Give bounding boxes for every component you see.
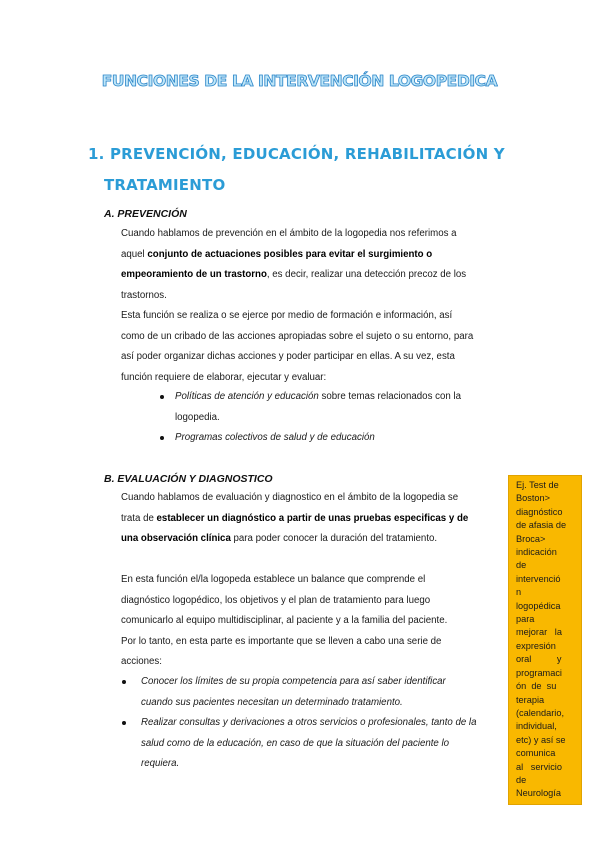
note-line: Neurología (516, 788, 561, 799)
note-line: terapia (516, 694, 545, 705)
text-span: , es decir, realizar una detección precoz de los (266, 269, 467, 281)
bullet-icon (122, 680, 126, 684)
note-line: n (516, 587, 522, 598)
note-line: de (516, 560, 527, 571)
text-line: así poder organizar dichas acciones y poder participar en ellas. A su vez, esta (121, 351, 455, 363)
text-line: Conocer los límites de su propia competencia para así saber identificar (141, 676, 446, 687)
note-line: al servicio (516, 761, 562, 772)
text-line: Realizar consultas y derivaciones a otros servicios o profesionales, tanto de la (141, 717, 477, 728)
text-line (121, 529, 468, 550)
bullet-item-conocer-limites (141, 672, 446, 713)
text-line: acciones: (121, 656, 162, 668)
note-line: mejorar la (516, 627, 562, 638)
text-line: En esta función el/la logopeda establece un balance que comprende el (121, 574, 426, 585)
text-span: para poder conocer la duración del tratamiento. (230, 533, 438, 545)
text-line (121, 509, 468, 530)
note-line: etc) y así se (516, 734, 566, 745)
text-line: función requiere de elaborar, ejecutar y evaluar: (121, 371, 327, 383)
text-line: Cuando hablamos de prevención en el ámbito de la logopedia nos referimos a (121, 228, 457, 239)
note-line: programaci (516, 667, 562, 678)
bold-text: empeoramiento de un trastorno (121, 269, 267, 281)
paragraph-prevencion-1 (121, 224, 466, 306)
note-line: expresión (516, 640, 556, 651)
note-line: indicación (516, 547, 557, 558)
text-line: Cuando hablamos de evaluación y diagnostico en el ámbito de la logopedia se (121, 492, 459, 503)
note-line: individual, (516, 721, 557, 732)
bullet-icon (160, 395, 164, 399)
note-line: de (516, 774, 527, 785)
side-note-box (508, 475, 582, 805)
bold-text: establecer un diagnóstico a partir de unas pruebas especificas y de (156, 512, 469, 524)
text-line: trastornos. (121, 289, 167, 301)
note-line: ón de su (516, 681, 557, 692)
text-line: Por lo tanto, en esta parte es importante que se lleven a cabo una serie de (121, 635, 442, 647)
text-span: trata de (121, 512, 157, 524)
note-line: de afasia de (516, 520, 567, 531)
note-line: intervenció (516, 573, 561, 584)
text-line: logopedia. (175, 411, 220, 423)
note-line: Boston> (516, 493, 550, 504)
paragraph-evaluacion-2 (121, 570, 447, 673)
document-title: FUNCIONES DE LA INTERVENCIÓN LOGOPEDICA (101, 72, 498, 90)
section-heading-line-1: 1. PREVENCIÓN, EDUCACIÓN, REHABILITACIÓN Y (88, 145, 505, 163)
bold-text: una observación clínica (121, 533, 231, 545)
note-line: Broca> (516, 533, 546, 544)
note-line: comunica (516, 748, 556, 759)
bullet-icon (122, 721, 126, 725)
note-line: logopédica (516, 600, 561, 611)
bold-text: conjunto de actuaciones posibles para evitar el surgimiento o (147, 248, 433, 260)
section-heading-line-2: TRATAMIENTO (104, 176, 226, 194)
text-span: aquel (121, 248, 148, 260)
bullet-item-realizar-consultas (141, 713, 476, 775)
text-line (175, 387, 461, 408)
text-span: sobre temas relacionados con la (318, 391, 461, 402)
paragraph-evaluacion-1 (121, 488, 468, 550)
note-line: (calendario, (516, 707, 565, 718)
subheading-evaluacion: B. EVALUACIÓN Y DIAGNOSTICO (104, 473, 273, 485)
subheading-prevencion: A. PREVENCIÓN (104, 208, 187, 220)
text-line: comunicarlo al equipo multidisciplinar, al paciente y a la familia del paciente. (121, 615, 448, 627)
text-line: Programas colectivos de salud y de educación (175, 432, 375, 443)
note-line: oral y (516, 654, 562, 665)
text-line: Esta función se realiza o se ejerce por medio de formación e información, así (121, 310, 453, 321)
text-line: cuando sus pacientes necesitan un determinado tratamiento. (141, 696, 403, 708)
italic-text: Políticas de atención y educación (175, 391, 319, 402)
note-line: Ej. Test de (516, 480, 559, 490)
note-line: para (516, 614, 535, 625)
text-line (121, 265, 466, 286)
bullet-item-programas (175, 428, 375, 449)
text-line (121, 245, 466, 266)
note-line: diagnóstico (516, 506, 563, 517)
bullet-item-politicas (175, 387, 461, 428)
paragraph-prevencion-2 (121, 306, 473, 388)
bullet-icon (160, 436, 164, 440)
text-line: salud como de la educación, en caso de que la situación del paciente lo (141, 737, 450, 749)
text-line: requiera. (141, 758, 180, 770)
text-line: como de un cribado de las acciones apropiadas sobre el sujeto o su entorno, para (121, 330, 474, 342)
text-line: diagnóstico logopédico, los objetivos y el plan de tratamiento para luego (121, 594, 431, 606)
